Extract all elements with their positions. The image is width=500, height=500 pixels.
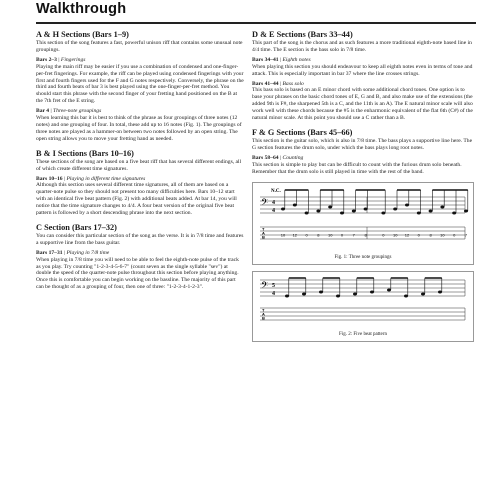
note-head	[352, 209, 356, 212]
section-title: C Section (Bars 17–32)	[36, 222, 117, 232]
section-title: F & G Sections (Bars 45–66)	[252, 127, 353, 137]
note-head	[328, 205, 332, 208]
tab-number: 0	[453, 232, 456, 237]
note-head	[316, 209, 320, 212]
tab-number: 12	[292, 232, 298, 237]
tab-number: 8	[429, 232, 432, 237]
right-column	[252, 30, 474, 348]
page-header	[0, 0, 500, 22]
section-b-i	[36, 149, 244, 217]
figure-2	[252, 271, 474, 342]
tab-number: 0	[305, 232, 308, 237]
note-head	[387, 288, 391, 291]
tab-lines	[260, 308, 465, 320]
tab-lines	[260, 227, 465, 239]
note-group	[281, 190, 468, 215]
note-head	[305, 211, 309, 214]
tab-number: 10	[440, 232, 445, 237]
section-intro: This part of the song is the chorus and as such features a more traditional eighth-note based line in 4/4 time. The E section is the bass solo in 7/8 time.	[252, 40, 472, 53]
subsection-heading: Bars 10–16 | Playing in different time signatures	[36, 175, 146, 182]
svg-text:B: B	[262, 234, 265, 239]
tab-number: 12	[404, 232, 410, 237]
tab-number: 0	[382, 232, 385, 237]
section-d-e	[252, 30, 474, 122]
bass-clef-icon: 𝄢	[261, 279, 269, 293]
note-head	[429, 209, 433, 212]
note-head	[293, 203, 297, 206]
time-signature-top: 4	[272, 199, 275, 206]
subsection-text: Playing the main riff may be easier if you use a combination of condensed and one-finger-per-fret fingerings. For example, the riff can be played using condensed fingerings with your first and fourth fingers used for the F and G notes respectively. Conversely, the phrase on the third and fourth beats of bar 3 is best played using the one-finger-per-fret method. You should start this phrase with the second finger of your fretting hand positioned on the B at the 7th fret of the E string.	[36, 63, 244, 105]
subsection-text: Although this section uses several different time signatures, all of them are based on a quarter-note pulse so they should not present too many difficulties here. Bars 10–12 start with an identical five beat pattern (Fig. 2) with additional beats added. At bar 14, you will notice that the time signature changes to 4/4. A four beat version of the original five beat pattern is followed by a short descending phrase into the next section.	[36, 182, 237, 217]
note-head	[381, 211, 385, 214]
section-a-h	[36, 30, 244, 143]
bass-clef-icon: 𝄢	[261, 196, 269, 210]
staff-lines	[260, 197, 465, 213]
note-head	[440, 205, 444, 208]
subsection-text: When playing this section you should endeavour to keep all eighth notes even in terms of tone and attack. This is especially important in bar 37 where the line crosses strings.	[252, 63, 473, 77]
note-head	[405, 203, 409, 206]
subsection-text: This bass solo is based on an E minor chord with some additional chord tones. One option is to base your phrases on the basic chord tones of E, G and B, and also make use of the extensions (the added 9th is F#, the sharpened 5th is a C, and the 11th is an A). The E natural minor scale will also work well with these chords because the #5 is the enharmonic equivalent of the flat 6th (C#) of the natural minor scale. At this point you should use a C rather than a B.	[252, 87, 473, 122]
header-rule	[36, 22, 476, 24]
section-f-g	[252, 128, 474, 176]
note-head	[417, 211, 421, 214]
subsection-text: When playing in 7/8 time you will need to be able to feel the eighth-note pulse of the track as you play. Try counting "1-2-3-4-5-6-7" (count seven as the single syllable "sev") at double the speed of the quarter-note pulse throughout this section before playing anything. Once this is comfortable you can begin working on the bassline. The majority of this part can be thought of as a grouping of four, then one of three: "1-2-3-4-1-2-3".	[36, 256, 239, 291]
note-head	[281, 207, 285, 210]
subsection-text: This section is simple to play but can be difficult to count with the furious drum solo beneath. Remember that the drum solo is still played in time with the rest of the band.	[252, 161, 462, 175]
subsection-heading: Bars 34–41 | Eighth notes	[252, 56, 311, 63]
svg-text:T: T	[262, 226, 265, 231]
note-head	[336, 294, 340, 297]
section-c	[36, 223, 244, 291]
note-head	[364, 207, 368, 210]
tab-number: 10	[280, 232, 286, 237]
note-head	[370, 290, 374, 293]
staff-lines	[260, 280, 465, 296]
time-signature-bottom: 4	[272, 290, 275, 297]
tab-number: 0	[340, 232, 344, 237]
note-head	[302, 292, 306, 295]
section-intro: This section is the guitar solo, which is also in 7/8 time. The bass plays a supportive line here. The G section features the drum solo, under which the bass plays long root notes.	[252, 137, 473, 151]
section-intro: You can consider this particular section of the song as the verse. It is in 7/8 time and features a supportive line from the bass guitar.	[36, 232, 244, 246]
subsection-heading: Bars 17–31 | Playing in 7/8 time	[36, 249, 110, 256]
time-signature-bottom: 4	[272, 207, 275, 214]
left-column	[36, 30, 244, 297]
time-signature-top: 5	[272, 282, 275, 289]
svg-text:B: B	[262, 315, 265, 320]
note-head	[438, 290, 442, 293]
subsection-heading: Bars 58–64 | Counting	[252, 154, 304, 161]
fig2-notation	[257, 274, 469, 330]
note-head	[464, 209, 468, 212]
subsection-text: When learning this bar it is best to think of the phrase as four groupings of three notes (12 notes) and one grouping of four. In total, these add up to 16 notes (Fig. 1). The groupings of three notes are played as a hammer-on between two notes followed by an open string. The open string allows you to move your fretting hand as needed.	[36, 115, 242, 142]
tab-number: 7	[464, 232, 468, 237]
no-chord-label: N.C.	[271, 188, 281, 194]
tab-number: 0	[417, 232, 420, 237]
figure-1	[252, 182, 474, 265]
tab-number: 8	[317, 232, 320, 237]
note-head	[452, 211, 456, 214]
figure-caption: Fig. 1: Three note groupings	[334, 254, 392, 260]
note-head	[319, 290, 323, 293]
note-head	[393, 207, 397, 210]
section-intro: This section of the song features a fast, powerful unison riff that contains some unusual note groupings.	[36, 40, 243, 53]
tab-number: 8	[364, 232, 367, 237]
note-head	[353, 292, 357, 295]
fig1-notation	[257, 185, 469, 253]
note-head	[285, 294, 289, 297]
svg-text:A: A	[262, 230, 265, 235]
note-head	[404, 294, 408, 297]
note-head	[421, 292, 425, 295]
tab-label	[262, 307, 265, 320]
subsection-heading: Bar 4 | Three-note groupings	[36, 108, 102, 115]
note-head	[340, 211, 344, 214]
svg-text:T: T	[262, 307, 265, 312]
tab-number: 10	[392, 232, 398, 237]
tab-label	[262, 226, 265, 239]
section-intro: These sections of the song are based on a five beat riff that has several different endings, all of which create different time signatures.	[36, 158, 242, 172]
tab-number: 10	[327, 232, 333, 237]
subsection-heading: Bars 2–3 | Fingerings	[36, 56, 86, 63]
section-title: A & H Sections (Bars 1–9)	[36, 30, 129, 39]
svg-text:A: A	[262, 311, 265, 316]
tab-number: 7	[352, 232, 355, 237]
page-title: Walkthrough	[36, 1, 127, 17]
section-title: D & E Sections (Bars 33–44)	[252, 30, 353, 39]
subsection-heading: Bars 41–44 | Bass solo	[252, 80, 304, 87]
section-title: B & I Sections (Bars 10–16)	[36, 148, 134, 158]
figure-caption: Fig. 2: Five beat pattern	[339, 331, 387, 337]
